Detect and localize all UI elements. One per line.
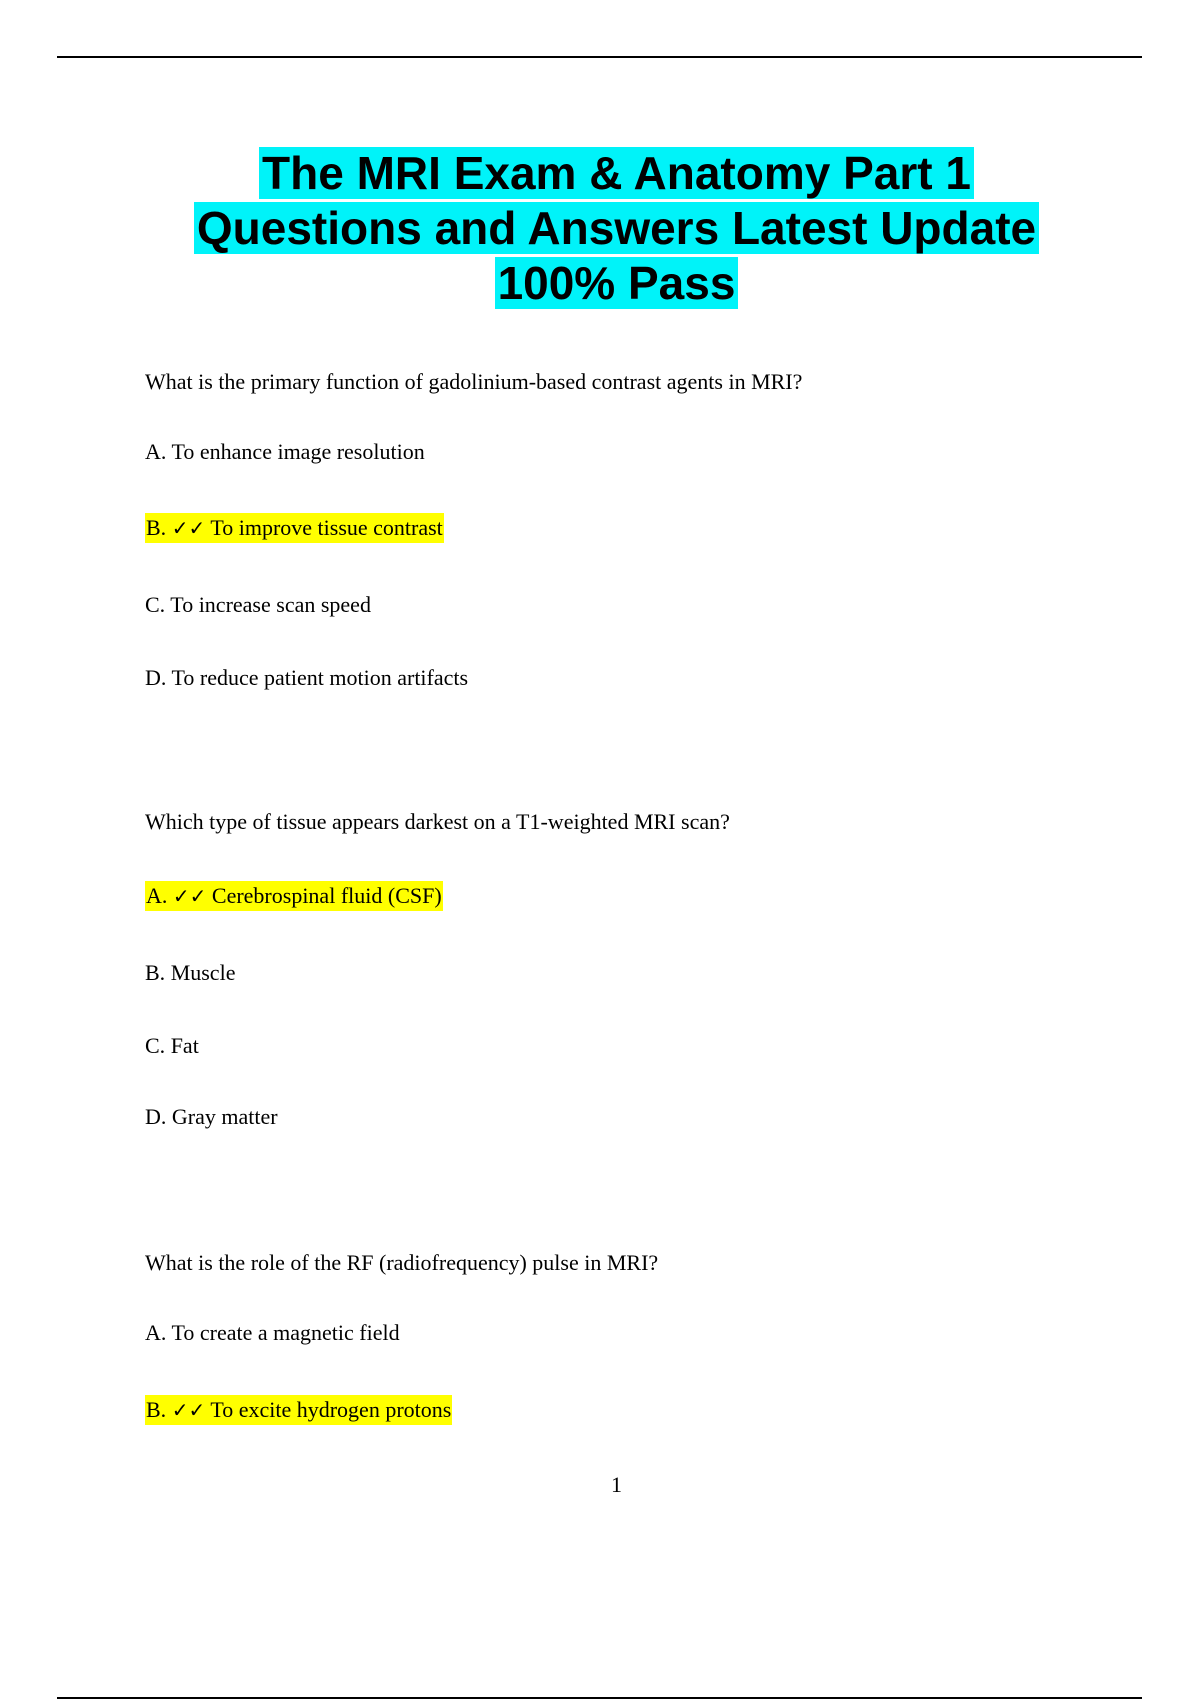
option-letter: C. (145, 1033, 166, 1058)
option-text: Fat (170, 1033, 199, 1058)
question-2-text: Which type of tissue appears darkest on a T1-weighted MRI scan? (145, 809, 730, 834)
question-3-option-b-correct (145, 1396, 452, 1424)
option-letter: A. (145, 439, 167, 464)
question-2-option-d (145, 1103, 278, 1131)
option-letter: A. (145, 1320, 167, 1345)
double-check-icon: ✓✓ (171, 1398, 206, 1422)
option-letter: D. (145, 665, 167, 690)
option-letter: A. (146, 883, 168, 908)
option-text: To reduce patient motion artifacts (171, 665, 469, 690)
question-2-option-a-correct (145, 882, 443, 910)
question-1-option-b-correct (145, 514, 444, 542)
double-check-icon: ✓✓ (172, 884, 207, 908)
option-letter: B. (146, 515, 167, 540)
question-1-option-a (145, 438, 425, 466)
option-text: To increase scan speed (170, 592, 371, 617)
option-text: To enhance image resolution (171, 439, 425, 464)
question-1-option-c (145, 591, 371, 619)
header-rule (57, 56, 1142, 58)
question-3-text: What is the role of the RF (radiofrequency) pulse in MRI? (145, 1250, 659, 1275)
option-letter: B. (145, 960, 166, 985)
option-text: Muscle (170, 960, 236, 985)
option-letter: D. (145, 1104, 167, 1129)
title-line-2: Questions and Answers Latest Update (194, 202, 1039, 254)
footer-rule (57, 1697, 1142, 1699)
question-1-option-d (145, 664, 468, 692)
question-2-option-c (145, 1032, 199, 1060)
question-1-text: What is the primary function of gadolinium-based contrast agents in MRI? (145, 369, 803, 394)
question-3-option-a (145, 1319, 400, 1347)
option-text: To create a magnetic field (171, 1320, 400, 1345)
page-number: 1 (611, 1472, 622, 1497)
option-text: To improve tissue contrast (210, 515, 443, 540)
option-text: Gray matter (171, 1104, 278, 1129)
option-letter: B. (146, 1397, 167, 1422)
option-letter: C. (145, 592, 166, 617)
double-check-icon: ✓✓ (171, 516, 206, 540)
option-text: Cerebrospinal fluid (CSF) (211, 883, 442, 908)
document-title (0, 146, 1200, 311)
question-2-option-b (145, 959, 235, 987)
title-line-1: The MRI Exam & Anatomy Part 1 (259, 147, 974, 199)
title-line-3: 100% Pass (495, 257, 739, 309)
option-text: To excite hydrogen protons (210, 1397, 452, 1422)
